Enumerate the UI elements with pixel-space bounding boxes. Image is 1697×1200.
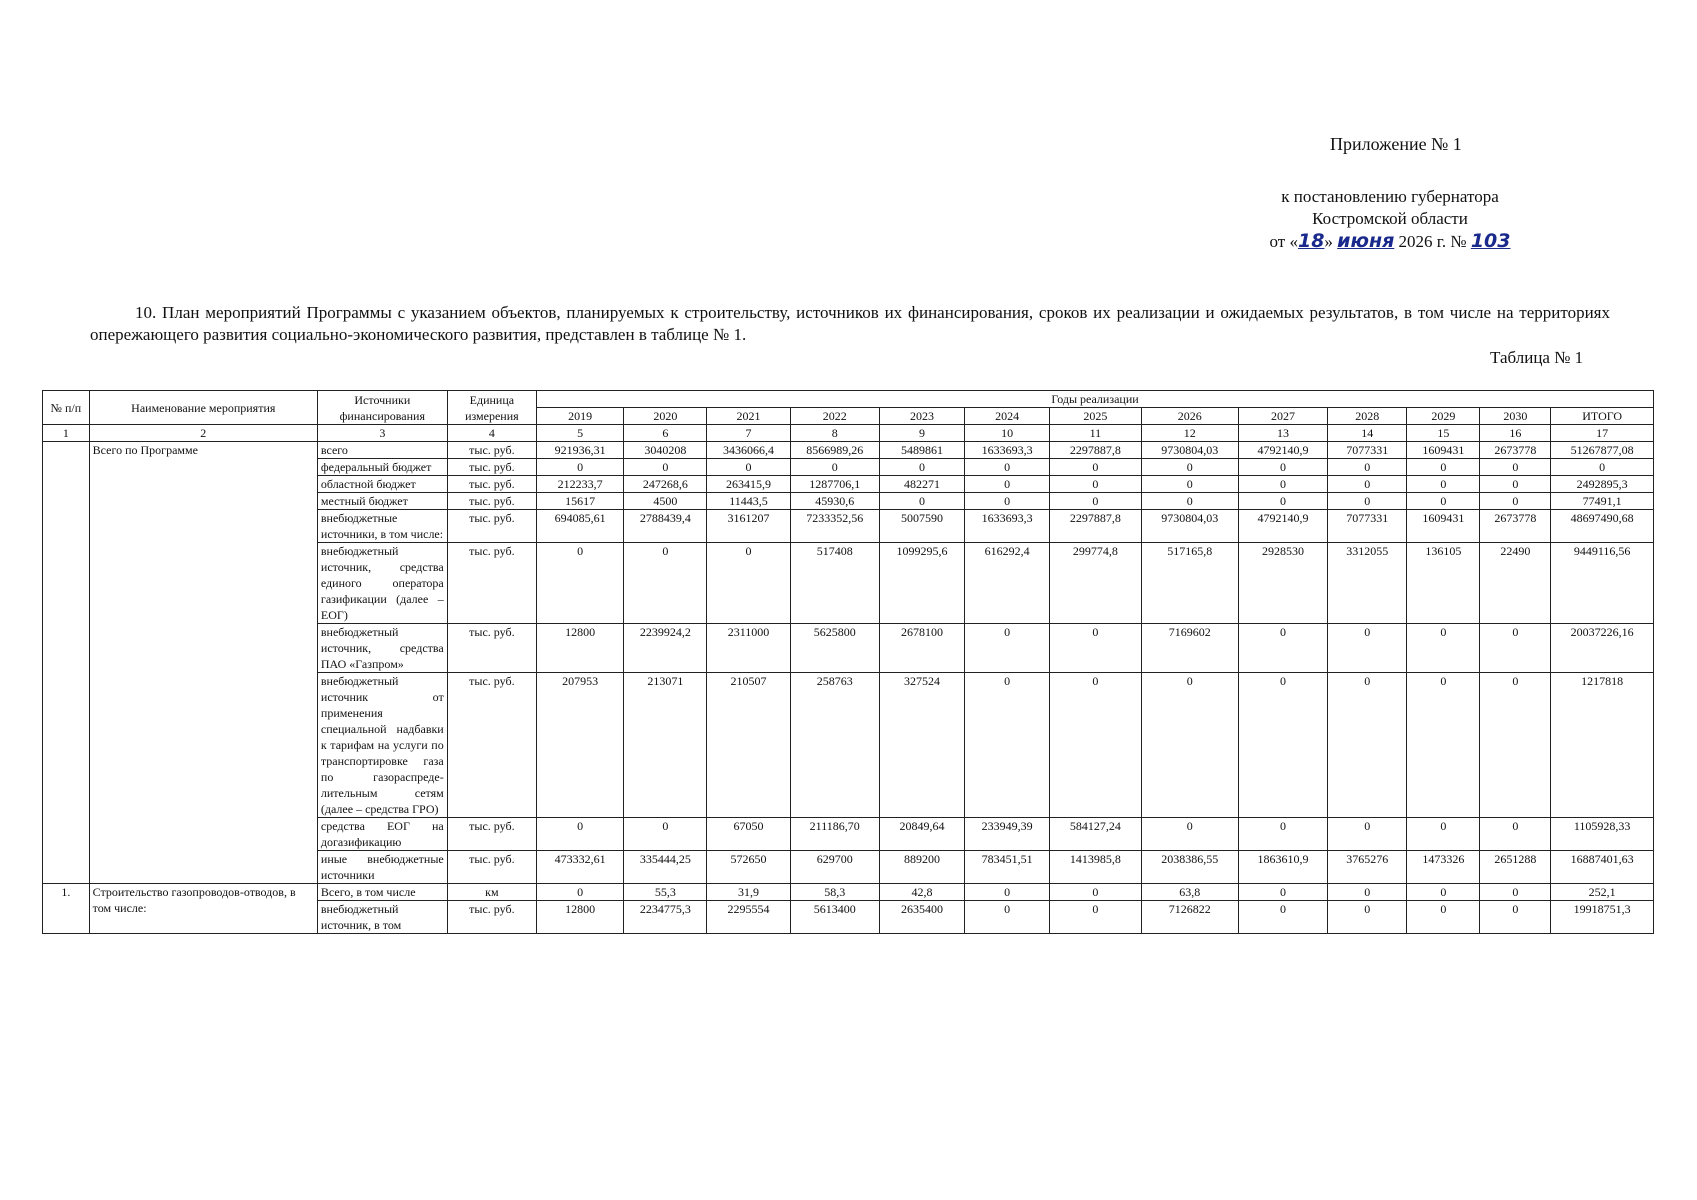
column-number: 6: [624, 425, 707, 442]
year-value-cell: 3161207: [707, 510, 790, 543]
year-value-cell: 0: [1328, 818, 1407, 851]
year-value-cell: 0: [1407, 459, 1480, 476]
year-value-cell: 0: [790, 459, 879, 476]
table-row: [43, 442, 1654, 459]
intro-paragraph: 10. План мероприятий Программы с указанием объектов, планируемых к строительству, источников их финансирования, сроков их реализации и ожидаемых результатов, в том числе на территориях опережающего развития социально-экономического развития, представлен в таблице № 1.: [90, 303, 1610, 344]
year-value-cell: 1099295,6: [879, 543, 964, 624]
year-value-cell: 572650: [707, 851, 790, 884]
year-value-cell: 5613400: [790, 901, 879, 934]
year-value-cell: 5625800: [790, 624, 879, 673]
column-number: 5: [537, 425, 624, 442]
year-value-cell: 0: [624, 818, 707, 851]
year-value-cell: 0: [1238, 493, 1327, 510]
funding-source-cell: внебюджетный источник, средства ПАО «Газпром»: [317, 624, 447, 673]
total-value-cell: 20037226,16: [1551, 624, 1654, 673]
header-sources: Источники финансирования: [317, 391, 447, 425]
appendix-label: Приложение № 1: [1330, 134, 1462, 154]
year-value-cell: 58,3: [790, 884, 879, 901]
year-value-cell: 0: [965, 476, 1050, 493]
year-value-cell: 9730804,03: [1141, 442, 1238, 459]
unit-cell: тыс. руб.: [447, 510, 536, 543]
resolution-line-1: к постановлению губернатора: [1281, 187, 1499, 206]
unit-cell: тыс. руб.: [447, 673, 536, 818]
unit-cell: тыс. руб.: [447, 818, 536, 851]
year-value-cell: 0: [1407, 624, 1480, 673]
year-value-cell: 7233352,56: [790, 510, 879, 543]
year-value-cell: 0: [965, 901, 1050, 934]
header-year: 2024: [965, 408, 1050, 425]
column-number: 2: [89, 425, 317, 442]
year-value-cell: 7126822: [1141, 901, 1238, 934]
year-value-cell: 0: [1407, 884, 1480, 901]
measure-name-cell: Строительство газопроводов-отводов, в том числе:: [89, 884, 317, 934]
year-value-cell: 2651288: [1480, 851, 1551, 884]
year-value-cell: 0: [879, 459, 964, 476]
year-value-cell: 2297887,8: [1050, 510, 1141, 543]
resolution-line-2: Костромской области: [1312, 209, 1468, 228]
date-mid: »: [1324, 232, 1333, 251]
year-value-cell: 22490: [1480, 543, 1551, 624]
year-value-cell: 1863610,9: [1238, 851, 1327, 884]
year-value-cell: 921936,31: [537, 442, 624, 459]
year-value-cell: 0: [1480, 476, 1551, 493]
total-value-cell: 252,1: [1551, 884, 1654, 901]
funding-source-cell: областной бюджет: [317, 476, 447, 493]
year-value-cell: 335444,25: [624, 851, 707, 884]
year-value-cell: 1609431: [1407, 442, 1480, 459]
handwritten-day: 18: [1297, 230, 1325, 252]
total-value-cell: 1217818: [1551, 673, 1654, 818]
year-value-cell: 3312055: [1328, 543, 1407, 624]
year-value-cell: 4792140,9: [1238, 442, 1327, 459]
header-no: № п/п: [43, 391, 90, 425]
header-name: Наименование мероприятия: [89, 391, 317, 425]
year-value-cell: 0: [537, 543, 624, 624]
year-value-cell: 889200: [879, 851, 964, 884]
year-value-cell: 0: [965, 624, 1050, 673]
year-value-cell: 136105: [1407, 543, 1480, 624]
funding-source-cell: внебюджетный источник, в том: [317, 901, 447, 934]
year-value-cell: 42,8: [879, 884, 964, 901]
funding-source-cell: всего: [317, 442, 447, 459]
year-value-cell: 2788439,4: [624, 510, 707, 543]
year-value-cell: 0: [1407, 901, 1480, 934]
year-value-cell: 2239924,2: [624, 624, 707, 673]
year-value-cell: 0: [537, 459, 624, 476]
year-value-cell: 2311000: [707, 624, 790, 673]
header-years-group: Годы реализации: [537, 391, 1654, 408]
year-value-cell: 1633693,3: [965, 442, 1050, 459]
funding-source-cell: внебюджетный источник, средства единого оператора газификации (далее – ЕОГ): [317, 543, 447, 624]
year-value-cell: 0: [1141, 459, 1238, 476]
year-value-cell: 4500: [624, 493, 707, 510]
year-value-cell: 0: [879, 493, 964, 510]
year-value-cell: 616292,4: [965, 543, 1050, 624]
year-value-cell: 2038386,55: [1141, 851, 1238, 884]
total-value-cell: 1105928,33: [1551, 818, 1654, 851]
year-value-cell: 1609431: [1407, 510, 1480, 543]
year-value-cell: 0: [1141, 476, 1238, 493]
year-value-cell: 629700: [790, 851, 879, 884]
year-value-cell: 0: [1050, 901, 1141, 934]
year-value-cell: 0: [1050, 624, 1141, 673]
measure-name-cell: Всего по Программе: [89, 442, 317, 884]
year-value-cell: 0: [1407, 818, 1480, 851]
unit-cell: тыс. руб.: [447, 442, 536, 459]
year-value-cell: 2928530: [1238, 543, 1327, 624]
header-year: 2025: [1050, 408, 1141, 425]
year-value-cell: 0: [965, 884, 1050, 901]
year-value-cell: 5489861: [879, 442, 964, 459]
year-value-cell: 0: [624, 459, 707, 476]
table-body: [43, 442, 1654, 934]
year-value-cell: 8566989,26: [790, 442, 879, 459]
column-number: 14: [1328, 425, 1407, 442]
resolution-date: [1240, 230, 1540, 253]
year-value-cell: 0: [1480, 624, 1551, 673]
column-number: 16: [1480, 425, 1551, 442]
year-value-cell: 0: [1480, 901, 1551, 934]
column-number: 8: [790, 425, 879, 442]
column-number: 12: [1141, 425, 1238, 442]
year-value-cell: 0: [1480, 884, 1551, 901]
total-value-cell: 51267877,08: [1551, 442, 1654, 459]
year-value-cell: 694085,61: [537, 510, 624, 543]
year-value-cell: 55,3: [624, 884, 707, 901]
year-value-cell: 7077331: [1328, 510, 1407, 543]
year-value-cell: 0: [1050, 884, 1141, 901]
year-value-cell: 0: [1407, 476, 1480, 493]
unit-cell: тыс. руб.: [447, 543, 536, 624]
year-value-cell: 517408: [790, 543, 879, 624]
year-value-cell: 0: [1238, 884, 1327, 901]
year-value-cell: 0: [707, 543, 790, 624]
total-value-cell: 9449116,56: [1551, 543, 1654, 624]
year-value-cell: 0: [1050, 459, 1141, 476]
header-year: 2027: [1238, 408, 1327, 425]
year-value-cell: 0: [1480, 673, 1551, 818]
date-prefix: от «: [1269, 232, 1298, 251]
table-column-numbers-row: [43, 425, 1654, 442]
year-value-cell: 0: [1407, 493, 1480, 510]
table-title: Таблица № 1: [1490, 348, 1584, 367]
year-value-cell: 9730804,03: [1141, 510, 1238, 543]
year-value-cell: 1633693,3: [965, 510, 1050, 543]
resolution-reference: [1240, 186, 1540, 253]
column-number: 10: [965, 425, 1050, 442]
column-number: 15: [1407, 425, 1480, 442]
year-value-cell: 0: [1238, 459, 1327, 476]
year-value-cell: 0: [1328, 673, 1407, 818]
year-value-cell: 31,9: [707, 884, 790, 901]
column-number: 11: [1050, 425, 1141, 442]
unit-cell: тыс. руб.: [447, 493, 536, 510]
year-value-cell: 0: [1141, 493, 1238, 510]
column-number: 4: [447, 425, 536, 442]
unit-cell: тыс. руб.: [447, 459, 536, 476]
funding-source-cell: иные внебюджетные источники: [317, 851, 447, 884]
year-value-cell: 0: [1238, 673, 1327, 818]
year-value-cell: 0: [1480, 459, 1551, 476]
table-row: [43, 884, 1654, 901]
year-value-cell: 0: [1238, 818, 1327, 851]
year-value-cell: 207953: [537, 673, 624, 818]
year-value-cell: 213071: [624, 673, 707, 818]
header-year: 2029: [1407, 408, 1480, 425]
year-value-cell: 1413985,8: [1050, 851, 1141, 884]
year-value-cell: 2297887,8: [1050, 442, 1141, 459]
year-value-cell: 0: [1141, 818, 1238, 851]
column-number: 3: [317, 425, 447, 442]
row-number-cell: 1.: [43, 884, 90, 934]
year-value-cell: 0: [707, 459, 790, 476]
year-value-cell: 0: [624, 543, 707, 624]
year-value-cell: 211186,70: [790, 818, 879, 851]
total-value-cell: 2492895,3: [1551, 476, 1654, 493]
year-value-cell: 2295554: [707, 901, 790, 934]
year-value-cell: 327524: [879, 673, 964, 818]
year-value-cell: 4792140,9: [1238, 510, 1327, 543]
year-value-cell: 0: [965, 459, 1050, 476]
header-year: 2026: [1141, 408, 1238, 425]
funding-source-cell: внебюджетный источник от применения специальной надбавки к тарифам на услуги по транспортировке газа по газораспреде-лительным сетям (далее – средства ГРО): [317, 673, 447, 818]
year-value-cell: 15617: [537, 493, 624, 510]
header-year: 2023: [879, 408, 964, 425]
year-value-cell: 7077331: [1328, 442, 1407, 459]
year-value-cell: 0: [1050, 493, 1141, 510]
year-value-cell: 0: [1328, 459, 1407, 476]
year-value-cell: 2635400: [879, 901, 964, 934]
total-value-cell: 77491,1: [1551, 493, 1654, 510]
table-header-row: [43, 391, 1654, 408]
year-value-cell: 783451,51: [965, 851, 1050, 884]
year-value-cell: 0: [1238, 901, 1327, 934]
funding-source-cell: Всего, в том числе: [317, 884, 447, 901]
year-value-cell: 0: [1328, 493, 1407, 510]
handwritten-number: 103: [1470, 230, 1511, 252]
year-value-cell: 0: [1141, 673, 1238, 818]
year-value-cell: 3040208: [624, 442, 707, 459]
year-value-cell: 67050: [707, 818, 790, 851]
year-value-cell: 63,8: [1141, 884, 1238, 901]
year-value-cell: 45930,6: [790, 493, 879, 510]
column-number: 13: [1238, 425, 1327, 442]
year-value-cell: 517165,8: [1141, 543, 1238, 624]
unit-cell: тыс. руб.: [447, 624, 536, 673]
total-value-cell: 16887401,63: [1551, 851, 1654, 884]
year-value-cell: 0: [1480, 493, 1551, 510]
year-value-cell: 11443,5: [707, 493, 790, 510]
unit-cell: км: [447, 884, 536, 901]
header-year: 2019: [537, 408, 624, 425]
column-number: 7: [707, 425, 790, 442]
year-value-cell: 258763: [790, 673, 879, 818]
year-value-cell: 233949,39: [965, 818, 1050, 851]
year-value-cell: 0: [965, 493, 1050, 510]
year-value-cell: 2234775,3: [624, 901, 707, 934]
plan-table: [42, 390, 1654, 934]
year-value-cell: 0: [537, 818, 624, 851]
total-value-cell: 48697490,68: [1551, 510, 1654, 543]
column-number: 1: [43, 425, 90, 442]
year-value-cell: 5007590: [879, 510, 964, 543]
year-value-cell: 0: [1238, 624, 1327, 673]
year-value-cell: 0: [1328, 624, 1407, 673]
year-value-cell: 0: [1328, 476, 1407, 493]
column-number: 9: [879, 425, 964, 442]
header-unit: Единица измерения: [447, 391, 536, 425]
year-value-cell: 0: [1328, 884, 1407, 901]
column-number: 17: [1551, 425, 1654, 442]
year-value-cell: 482271: [879, 476, 964, 493]
year-value-cell: 247268,6: [624, 476, 707, 493]
year-value-cell: 12800: [537, 624, 624, 673]
row-number-cell: [43, 442, 90, 884]
funding-source-cell: внебюджетные источники, в том числе:: [317, 510, 447, 543]
handwritten-month: июня: [1337, 230, 1395, 252]
unit-cell: тыс. руб.: [447, 851, 536, 884]
year-value-cell: 3436066,4: [707, 442, 790, 459]
year-value-cell: 1473326: [1407, 851, 1480, 884]
header-year: 2030: [1480, 408, 1551, 425]
funding-source-cell: федеральный бюджет: [317, 459, 447, 476]
year-value-cell: 0: [1407, 673, 1480, 818]
header-year: 2020: [624, 408, 707, 425]
year-value-cell: 0: [965, 673, 1050, 818]
date-year: 2026 г. №: [1398, 232, 1467, 251]
total-value-cell: 0: [1551, 459, 1654, 476]
year-value-cell: 584127,24: [1050, 818, 1141, 851]
year-value-cell: 0: [1480, 818, 1551, 851]
year-value-cell: 12800: [537, 901, 624, 934]
year-value-cell: 473332,61: [537, 851, 624, 884]
year-value-cell: 0: [1328, 901, 1407, 934]
year-value-cell: 0: [1238, 476, 1327, 493]
year-value-cell: 7169602: [1141, 624, 1238, 673]
year-value-cell: 212233,7: [537, 476, 624, 493]
year-value-cell: 0: [1050, 476, 1141, 493]
year-value-cell: 20849,64: [879, 818, 964, 851]
header-year: 2028: [1328, 408, 1407, 425]
header-year: ИТОГО: [1551, 408, 1654, 425]
header-year: 2022: [790, 408, 879, 425]
year-value-cell: 0: [1050, 673, 1141, 818]
year-value-cell: 210507: [707, 673, 790, 818]
year-value-cell: 1287706,1: [790, 476, 879, 493]
year-value-cell: 2673778: [1480, 510, 1551, 543]
year-value-cell: 3765276: [1328, 851, 1407, 884]
year-value-cell: 2678100: [879, 624, 964, 673]
funding-source-cell: средства ЕОГ на догазификацию: [317, 818, 447, 851]
unit-cell: тыс. руб.: [447, 476, 536, 493]
total-value-cell: 19918751,3: [1551, 901, 1654, 934]
year-value-cell: 0: [537, 884, 624, 901]
unit-cell: тыс. руб.: [447, 901, 536, 934]
year-value-cell: 2673778: [1480, 442, 1551, 459]
year-value-cell: 299774,8: [1050, 543, 1141, 624]
header-year: 2021: [707, 408, 790, 425]
funding-source-cell: местный бюджет: [317, 493, 447, 510]
year-value-cell: 263415,9: [707, 476, 790, 493]
